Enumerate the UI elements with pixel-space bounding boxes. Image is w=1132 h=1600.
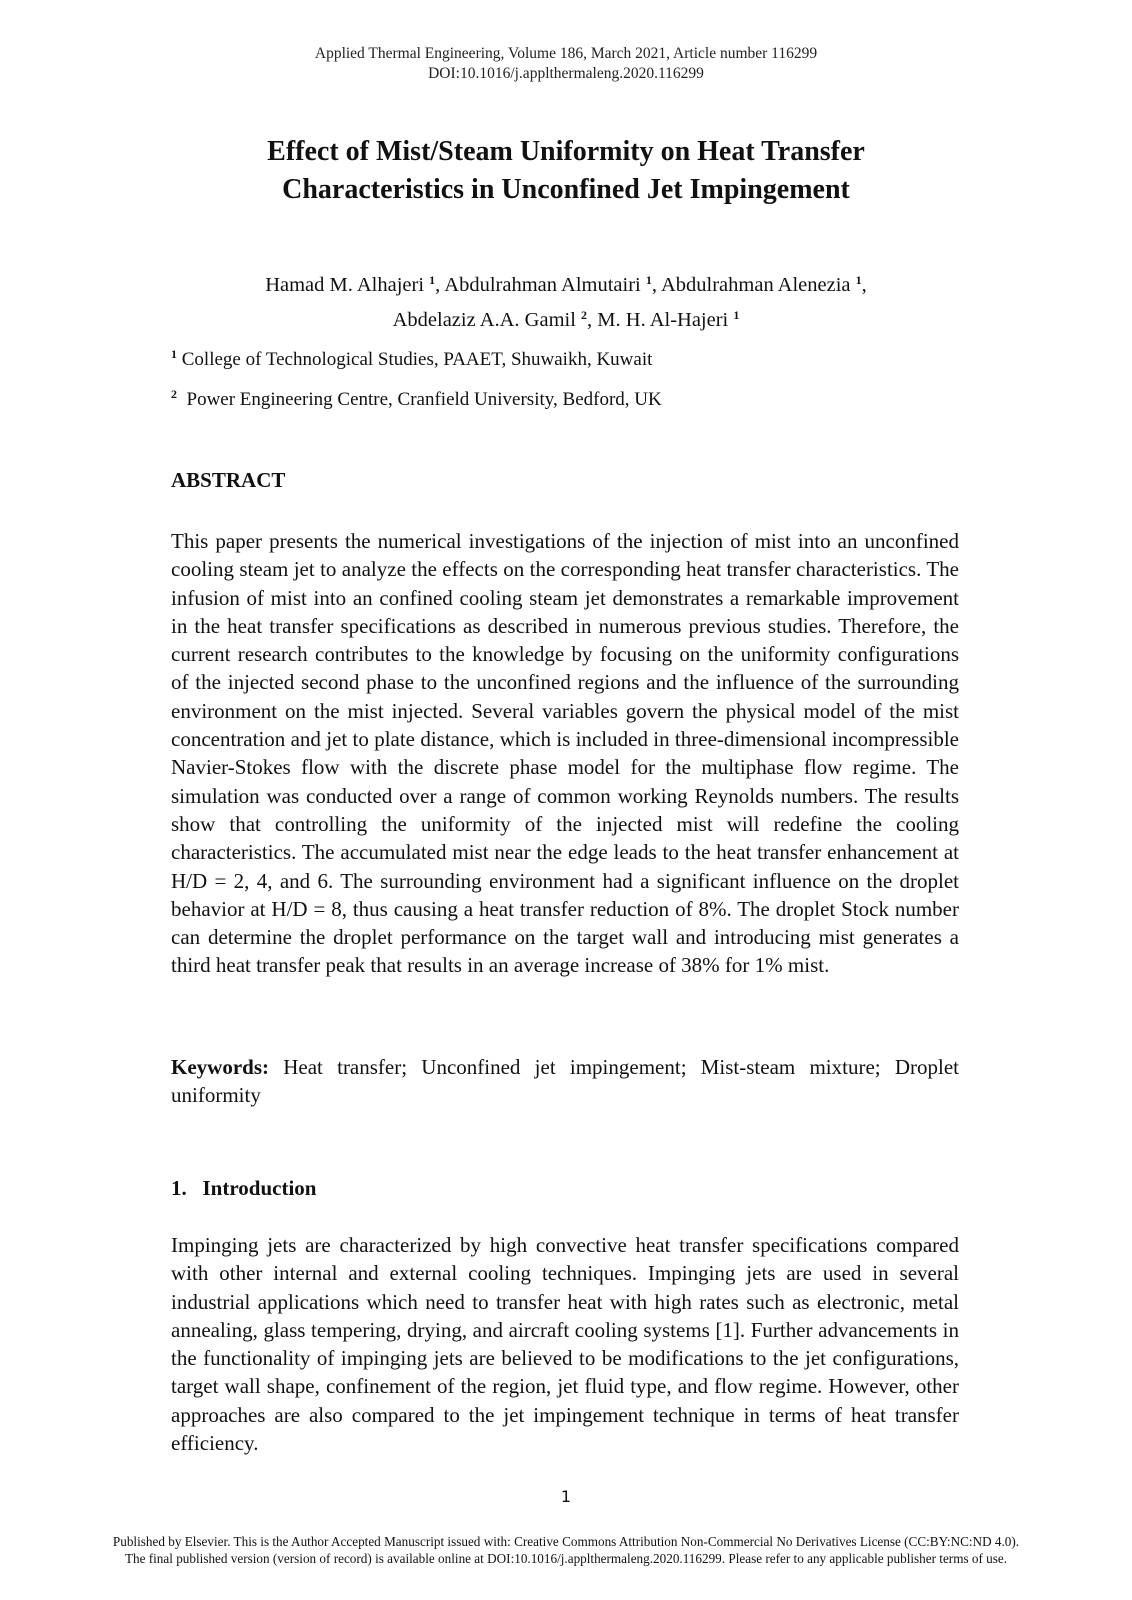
title-line-1: Effect of Mist/Steam Uniformity on Heat Transfer [267,136,865,167]
author-affiliation-mark: 1 [645,273,652,287]
introduction-heading [171,1176,316,1201]
section-number: 1. [171,1176,187,1200]
introduction-body: Impinging jets are characterized by high convective heat transfer specifications compared with other internal and external cooling techniques. Impinging jets are used in several industrial applications which need to transfer heat with high rates such as electronic, metal annealing, glass tempering, drying, and aircraft cooling systems [1]. Further advancements in the functionality of impinging jets are believed to be modifications to the jet configurations, target wall shape, confinement of the region, jet fluid type, and flow regime. However, other approaches are also compared to the jet impingement technique in terms of heat transfer efficiency. [171,1233,959,1456]
author-name: Abdelaziz A.A. Gamil [392,309,576,331]
page-number: 1 [560,1487,572,1506]
footer-line-1: Published by Elsevier. This is the Author Accepted Manuscript issued with: Creative Commons Attribution Non-Commercial No Derivatives License (CC:BY:NC:ND 4.0). [112,1534,1020,1549]
author-affiliation-mark: 1 [855,273,862,287]
keywords-label: Keywords: [171,1055,269,1079]
affiliation-number: 1 [171,347,177,361]
license-footer [0,1533,1132,1567]
author-name: Hamad M. Alhajeri [265,274,425,296]
affiliation-number: 2 [171,387,177,401]
title-line-2: Characteristics in Unconfined Jet Impingement [282,174,850,205]
section-title: Introduction [202,1176,317,1200]
author-name: Abdulrahman Almutairi [444,274,641,296]
affiliation-text: College of Technological Studies, PAAET, Shuwaikh, Kuwait [181,349,653,370]
footer-line-2: The final published version (version of record) is available online at DOI:10.1016/j.applthermaleng.2020.116299. Please refer to any applicable publisher terms of use. [124,1551,1008,1566]
author-name: Abdulrahman Alenezia [660,274,851,296]
keywords-text: Heat transfer; Unconfined jet impingement; Mist-steam mixture; Droplet uniformity [171,1055,960,1108]
author-affiliation-mark: 2 [581,308,588,322]
affiliation-text: Power Engineering Centre, Cranfield University, Bedford, UK [186,389,662,410]
author-name: M. H. Al-Hajeri [597,309,729,331]
keywords [171,1053,959,1110]
author-line-2: Abdelaziz A.A. Gamil $^2$, M. H. Al-Hajeri $^1$ [392,308,740,331]
paper-title [0,133,1132,209]
affiliation-2 [171,382,662,412]
abstract-body: This paper presents the numerical investigations of the injection of mist into an unconfined cooling steam jet to analyze the effects on the corresponding heat transfer characteristics. The infusion of mist into an confined cooling steam jet demonstrates a remarkable improvement in the heat transfer specifications as described in numerous previous studies. Therefore, the current research contributes to the knowledge by focusing on the uniformity configurations of the injected second phase to the unconfined regions and the influence of the surrounding environment on the mist injected. Several variables govern the physical model of the mist concentration and jet to plate distance, which is included in three-dimensional incompressible Navier-Stokes flow with the discrete phase model for the multiphase flow regime. The simulation was conducted over a range of common working Reynolds numbers. The results show that controlling the uniformity of the injected mist will redefine the cooling characteristics. The accumulated mist near the edge leads to the heat transfer enhancement at H/D = 2, 4, and 6. The surrounding environment had a significant influence on the droplet behavior at H/D = 8, thus causing a heat transfer reduction of 8%. The droplet Stock number can determine the droplet performance on the target wall and introducing mist generates a third heat transfer peak that results in an average increase of 38% for 1% mist. [171,529,959,978]
doi-line: DOI:10.1016/j.applthermaleng.2020.116299 [428,65,704,82]
author-list [0,265,1132,335]
journal-citation-line: Applied Thermal Engineering, Volume 186, March 2021, Article number 116299 [314,45,818,62]
affiliation-1 [171,342,652,372]
author-affiliation-mark: 1 [429,273,436,287]
author-affiliation-mark: 1 [733,308,740,322]
author-line-1: Hamad M. Alhajeri $^1$, Abdulrahman Almutairi $^1$, Abdulrahman Alenezia $^1$, [265,273,867,296]
journal-header [0,44,1132,84]
abstract-heading: ABSTRACT [171,468,286,492]
